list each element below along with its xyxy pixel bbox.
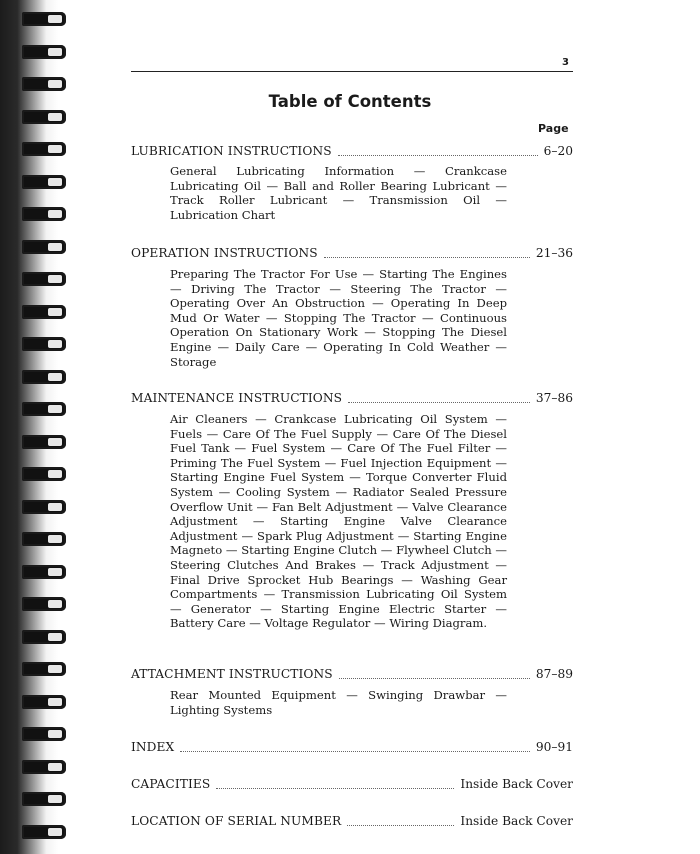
binding-coil	[22, 792, 66, 806]
toc-pages: 37–86	[535, 391, 573, 405]
page-number: 3	[562, 57, 569, 68]
dot-leader	[348, 402, 530, 403]
binding-coil	[22, 662, 66, 676]
toc-entry-maintenance	[131, 390, 573, 406]
dot-leader	[216, 788, 454, 789]
binding-coil	[22, 175, 66, 189]
binding-coil	[22, 760, 66, 774]
toc-pages: Inside Back Cover	[460, 814, 573, 828]
binding-coil	[22, 467, 66, 481]
page-title: Table of Contents	[268, 92, 432, 111]
toc-heading: INDEX	[131, 740, 175, 754]
page-column-header: Page	[538, 122, 569, 135]
binding-coil	[22, 110, 66, 124]
toc-heading: OPERATION INSTRUCTIONS	[131, 246, 318, 260]
binding-coil	[22, 77, 66, 91]
binding-coil	[22, 207, 66, 221]
toc-entry-attachment	[131, 666, 573, 682]
binding-coil	[22, 532, 66, 546]
toc-heading: CAPACITIES	[131, 777, 211, 791]
toc-pages: 90–91	[535, 740, 573, 754]
binding-coil	[22, 597, 66, 611]
binding-coil	[22, 240, 66, 254]
binding-coil	[22, 337, 66, 351]
binding-coil	[22, 305, 66, 319]
dot-leader	[339, 678, 530, 679]
spiral-binding	[0, 0, 58, 854]
dot-leader	[180, 751, 530, 752]
toc-pages: Inside Back Cover	[460, 777, 573, 791]
toc-heading: ATTACHMENT INSTRUCTIONS	[131, 667, 333, 681]
binding-coil	[22, 727, 66, 741]
toc-entry-operation	[131, 245, 573, 261]
toc-description: General Lubricating Information — Crankcase Lubricating Oil — Ball and Roller Bearing Lubricant — Track Roller Lubricant — Transmission Oil — Lubrication Chart	[170, 164, 507, 222]
binding-coil	[22, 435, 66, 449]
binding-coil	[22, 500, 66, 514]
toc-pages: 6–20	[543, 144, 573, 158]
binding-coil	[22, 12, 66, 26]
toc-entry-capacities	[131, 776, 573, 792]
dot-leader	[338, 155, 538, 156]
binding-coil	[22, 402, 66, 416]
toc-description: Air Cleaners — Crankcase Lubricating Oil System — Fuels — Care Of The Fuel Supply — Care Of The Diesel Fuel Tank — Fuel System — Care Of The Fuel Filter — Priming The Fuel System — Fuel Injection Equipment — Starting Engine Fuel System — Torque Converter Fluid System — Cooling System — Radiator Sealed Pressure Overflow Unit — Fan Belt Adjustment — Valve Clearance Adjustment — Starting Engine Valve Clearance Adjustment — Spark Plug Adjustment — Starting Engine Magneto — Starting Engine Clutch — Flywheel Clutch — Steering Clutches And Brakes — Track Adjustment — Final Drive Sprocket Hub Bearings — Washing Gear Compartments — Transmission Lubricating Oil System — Generator — Starting Engine Electric Starter — Battery Care — Voltage Regulator — Wiring Diagram.	[170, 412, 507, 631]
dot-leader	[347, 825, 454, 826]
header-rule	[131, 71, 573, 72]
binding-coil	[22, 565, 66, 579]
binding-coil	[22, 825, 66, 839]
toc-entry-lubrication	[131, 143, 573, 159]
binding-coil	[22, 370, 66, 384]
toc-entry-index	[131, 739, 573, 755]
toc-description: Preparing The Tractor For Use — Starting The Engines — Driving The Tractor — Steering The Tractor — Operating Over An Obstruction — Operating In Deep Mud Or Water — Stopping The Tractor — Continuous Operation On Stationary Work — Stopping The Diesel Engine — Daily Care — Operating In Cold Weather — Storage	[170, 267, 507, 369]
toc-pages: 21–36	[535, 246, 573, 260]
toc-heading: LUBRICATION INSTRUCTIONS	[131, 144, 332, 158]
toc-description: Rear Mounted Equipment — Swinging Drawbar — Lighting Systems	[170, 688, 507, 717]
binding-coil	[22, 695, 66, 709]
binding-coil	[22, 142, 66, 156]
toc-pages: 87–89	[535, 667, 573, 681]
binding-coil	[22, 272, 66, 286]
binding-coil	[22, 630, 66, 644]
toc-heading: MAINTENANCE INSTRUCTIONS	[131, 391, 343, 405]
toc-heading: LOCATION OF SERIAL NUMBER	[131, 814, 342, 828]
binding-coil	[22, 45, 66, 59]
toc-entry-serial-number	[131, 813, 573, 829]
dot-leader	[324, 257, 530, 258]
